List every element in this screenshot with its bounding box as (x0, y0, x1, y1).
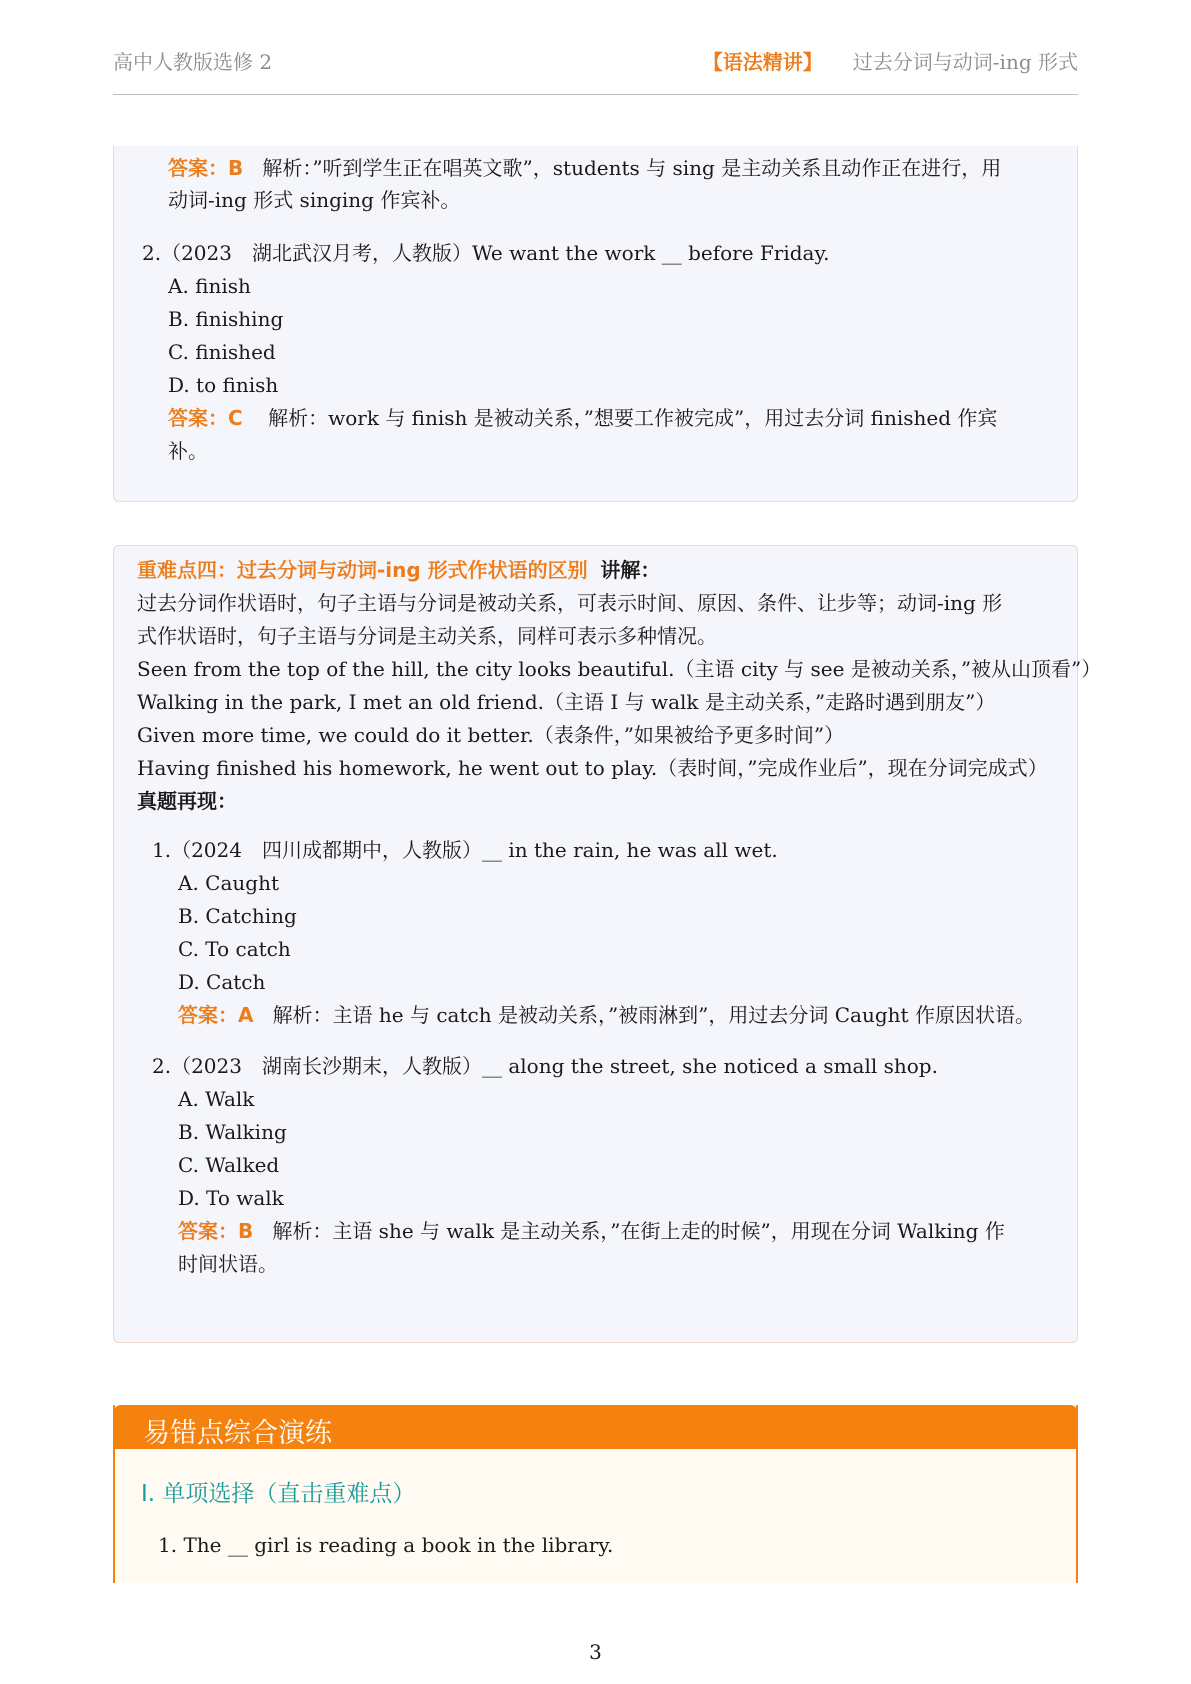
question-box-continued (113, 146, 1078, 502)
question-2: 2.（2023 湖南长沙期末，人教版）__ along the street, she noticed a small shop. (152, 1054, 938, 1078)
option-a: A. finish (168, 274, 251, 298)
real-exam-label: 真题再现： (137, 789, 237, 813)
question-1: 1.（2024 四川成都期中，人教版）__ in the rain, he was all wet. (152, 838, 778, 862)
topic-title: 重难点四：过去分词与动词-ing 形式作状语的区别 (137, 558, 588, 582)
option-c: C. finished (168, 340, 276, 364)
section-title: I. 单项选择（直击重难点） (141, 1481, 416, 1507)
exercise-header (113, 1405, 1078, 1449)
section-tag: 【语法精讲】 (702, 50, 823, 74)
exercise-question-1: 1. The __ girl is reading a book in the library. (158, 1533, 614, 1557)
option-b: B. Catching (178, 904, 297, 928)
page-header (113, 44, 1078, 95)
answer-label: 答案：C (168, 406, 243, 430)
exercise-title: 易错点综合演练 (143, 1418, 332, 1449)
option-d: D. To walk (178, 1186, 284, 1210)
example-sentence: Seen from the top of the hill, the city looks beautiful.（主语 city 与 see 是被动关系，”被从山顶看”） (137, 657, 1102, 681)
page-number: 3 (589, 1640, 602, 1664)
header-right (703, 46, 1078, 75)
explain-label: 讲解： (600, 558, 661, 582)
answer-explanation: 解析：主语 he 与 catch 是被动关系，”被雨淋到”，用过去分词 Caught 作原因状语。 (272, 1003, 1035, 1027)
answer-explanation-cont: 时间状语。 (178, 1252, 278, 1276)
key-point-box (113, 545, 1102, 1343)
answer-line (178, 1219, 1005, 1243)
chapter-title: 过去分词与动词-ing 形式 (852, 50, 1078, 74)
example-sentence: Walking in the park, I met an old friend.（主语 I 与 walk 是主动关系，”走路时遇到朋友”） (137, 690, 996, 714)
answer-line (168, 406, 997, 430)
example-sentence: Having finished his homework, he went out to play.（表时间，”完成作业后”，现在分词完成式） (137, 756, 1048, 780)
option-b: B. finishing (168, 307, 284, 331)
answer-explanation-cont: 补。 (168, 439, 208, 463)
option-d: D. Catch (178, 970, 266, 994)
option-a: A. Caught (178, 871, 279, 895)
option-a: A. Walk (178, 1087, 255, 1111)
answer-explanation: 解析：主语 she 与 walk 是主动关系，”在街上走的时候”，用现在分词 Walking 作 (272, 1219, 1005, 1243)
option-c: C. Walked (178, 1153, 280, 1177)
question-2: 2.（2023 湖北武汉月考，人教版）We want the work __ before Friday. (142, 241, 830, 265)
answer-label: 答案：B (178, 1219, 254, 1243)
answer-label: 答案：A (178, 1003, 254, 1027)
answer-line (168, 156, 1001, 180)
answer-label: 答案：B (168, 156, 244, 180)
answer-explanation-cont: 动词-ing 形式 singing 作宾补。 (168, 188, 461, 212)
option-b: B. Walking (178, 1120, 287, 1144)
option-c: C. To catch (178, 937, 291, 961)
answer-line (178, 1003, 1035, 1027)
paragraph: 过去分词作状语时，句子主语与分词是被动关系，可表示时间、原因、条件、让步等；动词-ing 形 (137, 591, 1003, 615)
topic-line (137, 558, 660, 582)
book-title: 高中人教版选修 2 (113, 50, 273, 74)
answer-explanation: 解析：”听到学生正在唱英文歌”，students 与 sing 是主动关系且动作正在进行，用 (262, 156, 1002, 180)
answer-explanation: 解析：work 与 finish 是被动关系，”想要工作被完成”，用过去分词 finished 作宾 (268, 406, 998, 430)
option-d: D. to finish (168, 373, 279, 397)
paragraph: 式作状语时，句子主语与分词是主动关系，同样可表示多种情况。 (137, 624, 717, 648)
example-sentence: Given more time, we could do it better.（表条件，”如果被给予更多时间”） (137, 723, 845, 747)
